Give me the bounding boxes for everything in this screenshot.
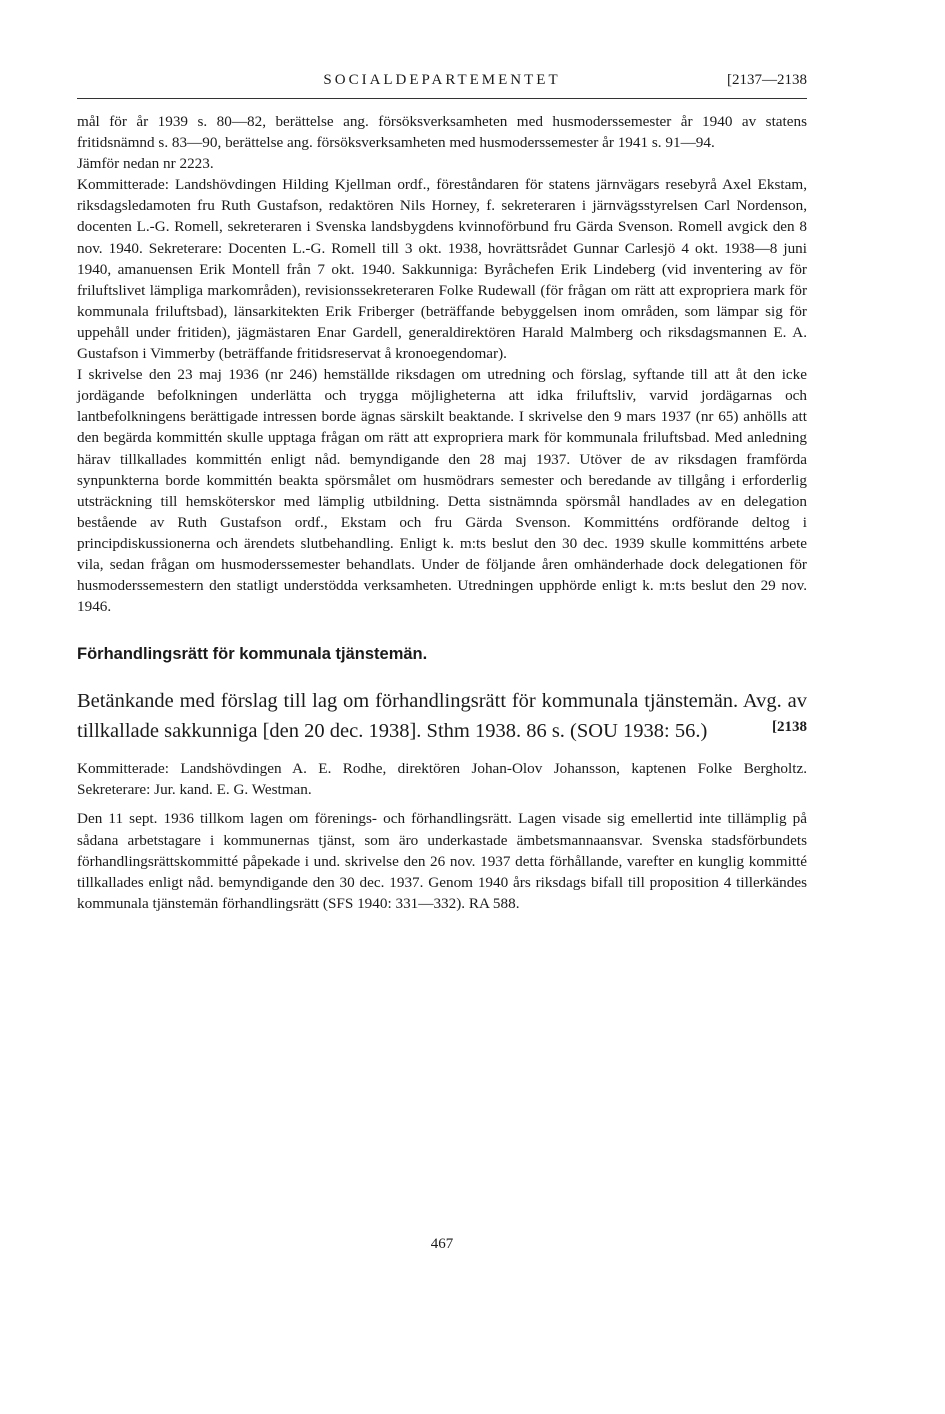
entry-title: Betänkande med förslag till lag om förhandlingsrätt för kommunala tjänstemän. Avg. av tillkallade sakkunniga [den 20 dec. 1938]. Sthm 1938. 86 s. (SOU 1938: 56.)	[77, 690, 807, 743]
section-heading: Förhandlingsrätt för kommunala tjänstemän.	[77, 645, 428, 664]
paragraph-history: I skrivelse den 23 maj 1936 (nr 246) hemställde riksdagen om utredning och förslag, syftande till att åt den icke jordägande befolkningen underlätta och trygga möjligheterna att idka friluftsliv, varvid jordägarnas och lantbefolkningens berättigade intressen borde ägnas särskilt beaktande. I skrivelse den 9 mars 1937 (nr 65) anhölls att den begärda kommittén skulle upptaga frågan om rätt att expropriera mark för kommunala friluftsbad. Med anledning härav tillkallades kommittén enligt nåd. bemyndigande den 28 maj 1937. Utöver de av riksdagen framförda synpunkterna borde kommittén beakta spörsmålet om husmödrars semester och beredande av tillgång i erforderlig utsträckning till hemsköterskor med lämplig utbildning. Detta sistnämnda spörsmål handlades av en delegation bestående av Ruth Gustafson ordf., Ekstam och fru Gärda Svenson. Kommitténs ordförande deltog i principdiskussionerna och ärendets slutbehandling. Enligt k. m:ts beslut den 30 dec. 1939 skulle kommitténs arbete vila, sedan frågan om husmoderssemester behandlats. Under de följande åren omhänderhade dock delegationen för husmoderssemestern den statligt understödda verksamheten. Utredningen upphörde enligt k. m:ts beslut den 29 nov. 1946.	[77, 366, 807, 616]
entry-reference: [2138	[772, 719, 807, 736]
running-reference: [2137—2138	[727, 72, 807, 88]
document-page	[77, 70, 807, 1252]
paragraph-committee-members-2: Kommitterade: Landshövdingen A. E. Rodhe, direktören Johan-Olov Johansson, kaptenen Folke Bergholtz. Sekreterare: Jur. kand. E. G. Westman.	[77, 760, 807, 799]
running-header	[77, 70, 807, 99]
running-title: SOCIALDEPARTEMENTET	[323, 72, 561, 88]
page-number: 467	[430, 1236, 454, 1252]
paragraph-cross-reference: Jämför nedan nr 2223.	[77, 155, 214, 173]
paragraph-history-2: Den 11 sept. 1936 tillkom lagen om förenings- och förhandlingsrätt. Lagen visade sig emellertid inte tillämplig på sådana arbetstagare i kommunernas tjänst, som äro underkastade ämbetsmannaansvar. Svenska stadsförbundets förhandlingsrättskommitté påpekade i und. skrivelse den 26 nov. 1937 detta förhållande, varefter en kunglig kommitté tillkallades enligt nåd. bemyndigande den 30 dec. 1937. Genom 1940 års riksdags bifall till proposition 4 tillerkändes kommunala tjänstemän förhandlingsrätt (SFS 1940: 331—332). RA 588.	[77, 810, 807, 912]
entry-title-block	[77, 686, 807, 746]
paragraph-continuation: mål för år 1939 s. 80—82, berättelse ang. försöksverksamheten med husmoderssemester år 1940 av statens fritidsnämnd s. 83—90, berättelse ang. försöksverksamheten med husmoderssemester år 1941 s. 91—94.	[77, 113, 807, 152]
paragraph-committee-members: Kommitterade: Landshövdingen Hilding Kjellman ordf., föreståndaren för statens järnvägars resebyrå Axel Ekstam, riksdagsledamoten fru Ruth Gustafson, redaktören Nils Horney, f. sekreteraren i järnvägsstyrelsen Carl Nordenson, docenten L.-G. Romell, sekreteraren i Svenska landsbygdens kvinnoförbund fru Gärda Svenson. Romell avgick den 8 nov. 1940. Sekreterare: Docenten L.-G. Romell till 3 okt. 1938, hovrättsrådet Gunnar Carlesjö 4 okt. 1938—8 juni 1940, amanuensen Erik Montell från 7 okt. 1940. Sakkunniga: Byråchefen Erik Lindeberg (vid inventering av för friluftslivet lämpliga markområden), revisionssekreteraren Folke Rudewall (för frågan om rätt att expropriera mark för kommunala friluftsbad), länsarkitekten Erik Friberger (beträffande bebyggelsen inom områden, som lämpar sig för uppehåll under fritiden), jägmästaren Enar Gardell, generaldirektören Harald Malmberg och riksdagsmannen E. A. Gustafson i Vimmerby (beträffande fritidsreservat å kronoegendomar).	[77, 176, 807, 363]
